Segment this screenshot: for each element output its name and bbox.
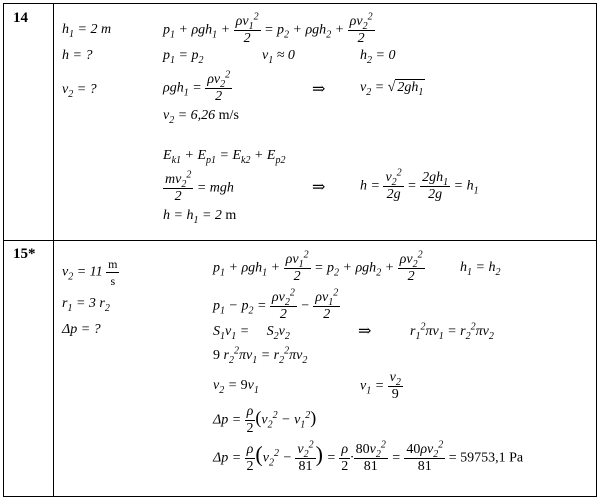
row-divider (4, 240, 596, 241)
given-h1: $h_1 = 2$ m (62, 22, 112, 40)
continuity-15: $S_1v_1$ = $S_2v_2$ (213, 324, 290, 342)
h-formula-14: h = $\frac{v_2^2}{2g}$ = $\frac{2gh_1}{2g}$ = $h_1$ (360, 167, 479, 202)
dp-equation-1: Δp = $\frac{\rho}{2}$ $(v_2^2 - v_1^2)$ (213, 404, 317, 436)
v1-eq-15: $v_1$ = $\frac{v_2}{9}$ (360, 370, 401, 402)
cond-h-15: $h_1 = h_2$ (460, 260, 501, 278)
implies-arrow-2: ⇒ (312, 179, 326, 196)
energy-equation-14: $E_{k1} + E_{p1} = E_{k2} + E_{p2}$ (163, 148, 286, 166)
implies-arrow-1: ⇒ (312, 81, 326, 98)
implies-arrow-3: ⇒ (358, 323, 372, 340)
reduced-equation-14: ρgh$_1$ = $\frac{\rho v_2^2}{2}$ (163, 69, 231, 104)
given-v2: $v_2$ = ? (62, 82, 97, 100)
cond-h2-14: $h_2 = 0$ (360, 48, 396, 66)
column-divider (53, 4, 54, 496)
given-dp: Δp = ? (62, 322, 101, 337)
h-result-14: $h = h_1 = 2$ m (163, 208, 237, 226)
bernoulli-equation-15: $p_1 + \rho gh_1$ + $\frac{\rho v_1^2}{2}$ = $p_2 + \rho gh_2$ + $\frac{\rho v_2^2}{2}$ (213, 249, 423, 284)
v2-result-14: $v_2 = 6,26$ m/s (163, 108, 239, 126)
v2-formula-14: $v_2$ = √ $2gh_1$ (360, 80, 424, 98)
pressure-diff-15: $p_1 - p_2$ = $\frac{\rho v_2^2}{2}$ − $\frac{\rho v_1^2}{2}$ (213, 287, 339, 322)
given-h: h = ? (62, 48, 93, 63)
problem-number-15: 15* (13, 246, 36, 262)
cond-pressure-14: $p_1 = p_2$ (163, 48, 204, 66)
problem-number-14: 14 (13, 10, 28, 26)
given-r1: $r_1 = 3$ $r_2$ (62, 296, 110, 314)
cond-v1-14: $v_1 \approx 0$ (262, 48, 295, 66)
bernoulli-equation-14: $p_1 + \rho gh_1$ + $\frac{\rho v_1^2}{2}$ = $p_2 + \rho gh_2$ + $\frac{\rho v_2^2}{2}$ (163, 11, 373, 46)
continuity-r-15: $r_1^2\pi v_1 = r_2^2\pi v_2$ (410, 321, 494, 342)
dp-equation-2: Δp = $\frac{\rho}{2}$ ($v_2^2$ − $\frac{v_2^2}{81}$ ) = $\frac{\rho}{2}$ · $\frac{80v_2^2}{81}$ = $\frac{40\rho v_2^2}{81}$ = 59753,1 Pa (213, 439, 524, 474)
dp-result: = 59753,1 Pa (448, 450, 524, 466)
substitution-15: 9 $r_2^2\pi v_1 = r_2^2\pi v_2$ (213, 345, 308, 366)
given-v2-15: $v_2 = 11$ $\frac{m}{s}$ (62, 257, 118, 288)
v2-eq-15: $v_2 = 9v_1$ (213, 378, 259, 396)
energy-relation-14: $\frac{mv_2^2}{2}$ = mgh (165, 169, 234, 204)
